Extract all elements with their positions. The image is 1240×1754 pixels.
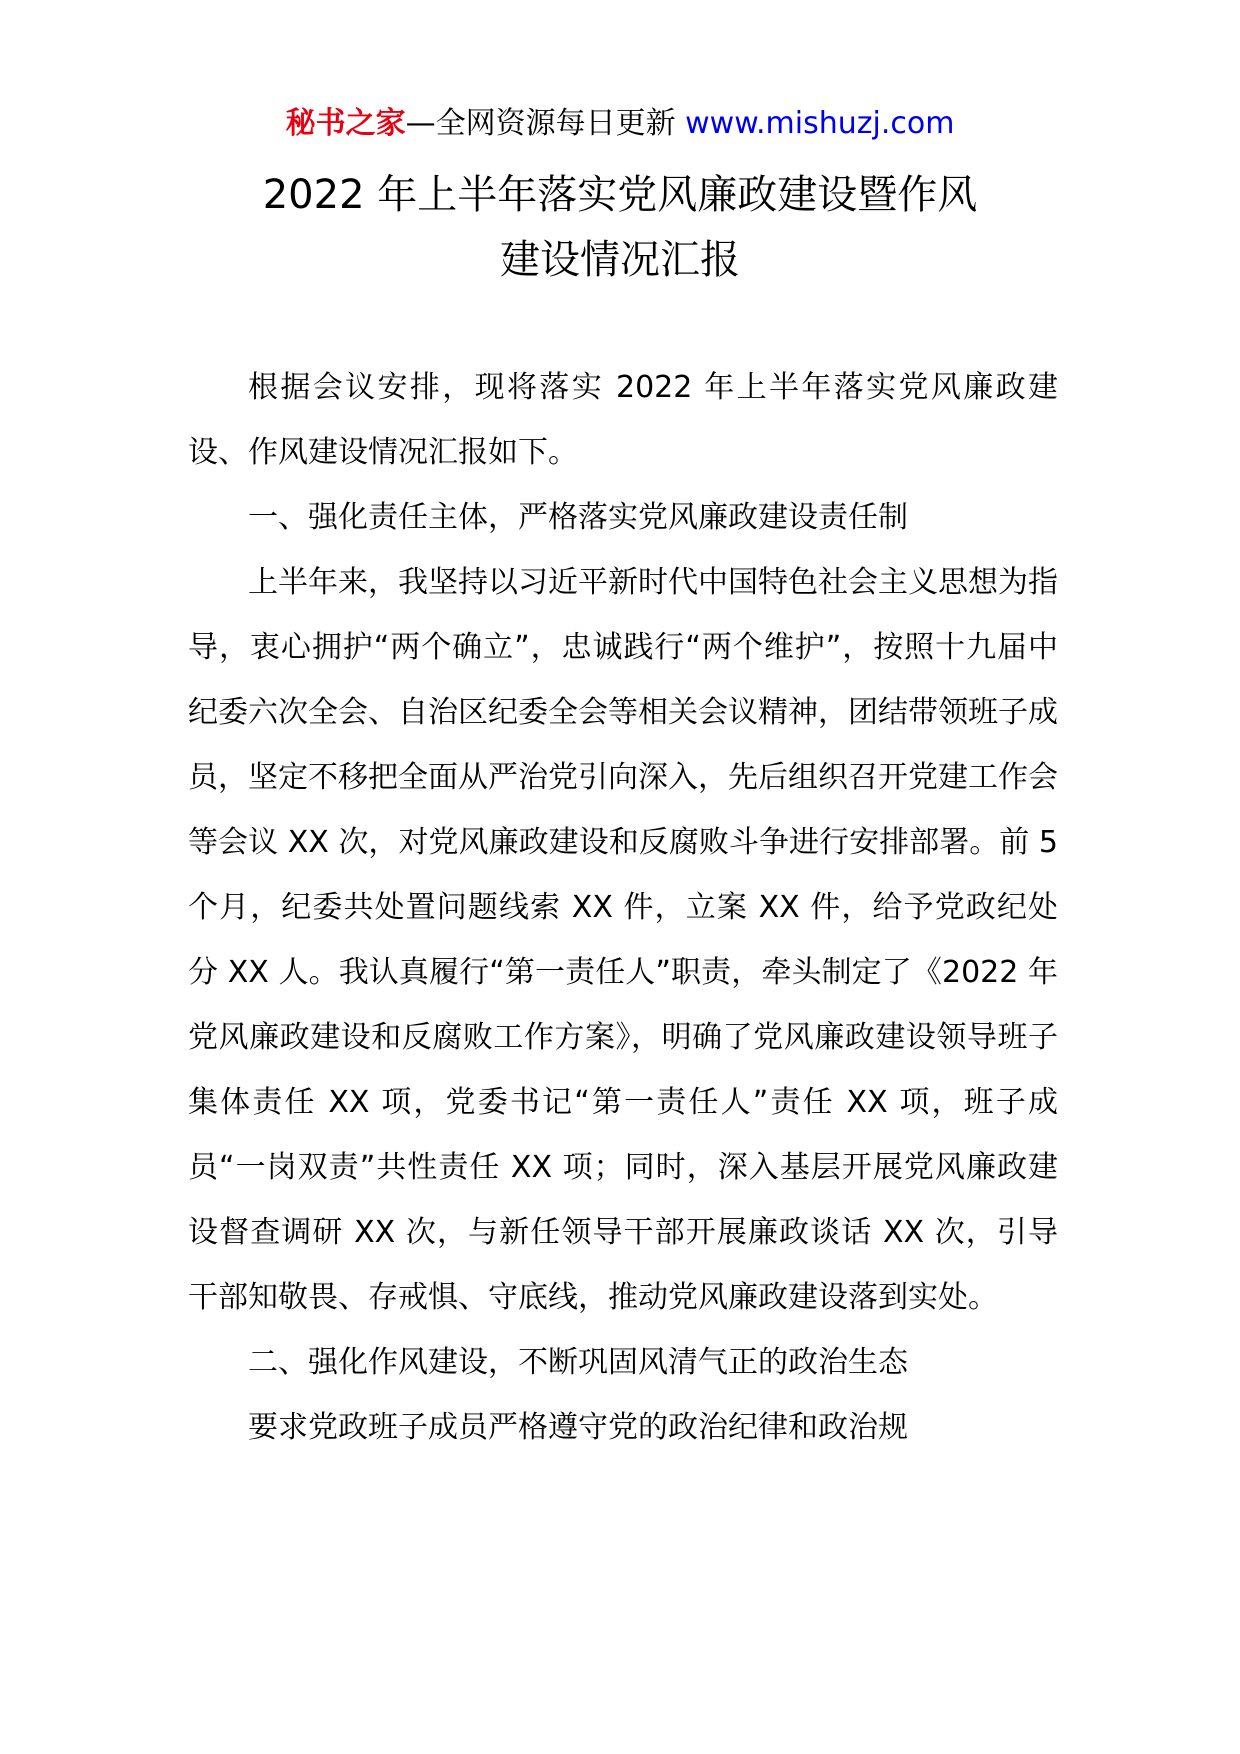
document-title [0,163,1240,293]
intro-paragraph: 根据会议安排，现将落实 2022 年上半年落实党风廉政建设、作风建设情况汇报如下。 [188,370,1058,470]
site-url-link[interactable]: www.mishuzj.com [685,106,955,141]
section-heading-1: 一、强化责任主体，严格落实党风廉政建设责任制 [248,500,908,535]
section-heading-2: 二、强化作风建设，不断巩固风清气正的政治生态 [248,1345,908,1380]
document-title-line-1: 2022 年上半年落实党风廉政建设暨作风 [262,172,978,218]
section-2-paragraph: 要求党政班子成员严格遵守党的政治纪律和政治规 [248,1410,908,1445]
document-title-line-2: 建设情况汇报 [500,237,740,283]
site-slogan: —全网资源每日更新 [405,106,686,141]
section-1-paragraph: 上半年来，我坚持以习近平新时代中国特色社会主义思想为指导，衷心拥护“两个确立”，忠诚践行“两个维护”，按照十九届中纪委六次全会、自治区纪委全会等相关会议精神，团结带领班子成员，坚定不移把全面从严治党引向深入，先后组织召开党建工作会等会议 XX 次，对党风廉政建设和反腐败斗争进行安排部署。前 5 个月，纪委共处置问题线索 XX 件，立案 XX 件，给予党政纪处分 XX 人。我认真履行“第一责任人”职责，牵头制定了《2022 年党风廉政建设和反腐败工作方案》，明确了党风廉政建设领导班子集体责任 XX 项，党委书记“第一责任人”责任 XX 项，班子成员“一岗双责”共性责任 XX 项；同时，深入基层开展党风廉政建设督查调研 XX 次，与新任领导干部开展廉政谈话 XX 次，引导干部知敬畏、存戒惧、守底线，推动党风廉政建设落到实处。 [188,565,1058,1315]
document-body [188,355,1058,1460]
site-header [0,104,1240,144]
site-brand: 秘书之家 [285,106,406,141]
